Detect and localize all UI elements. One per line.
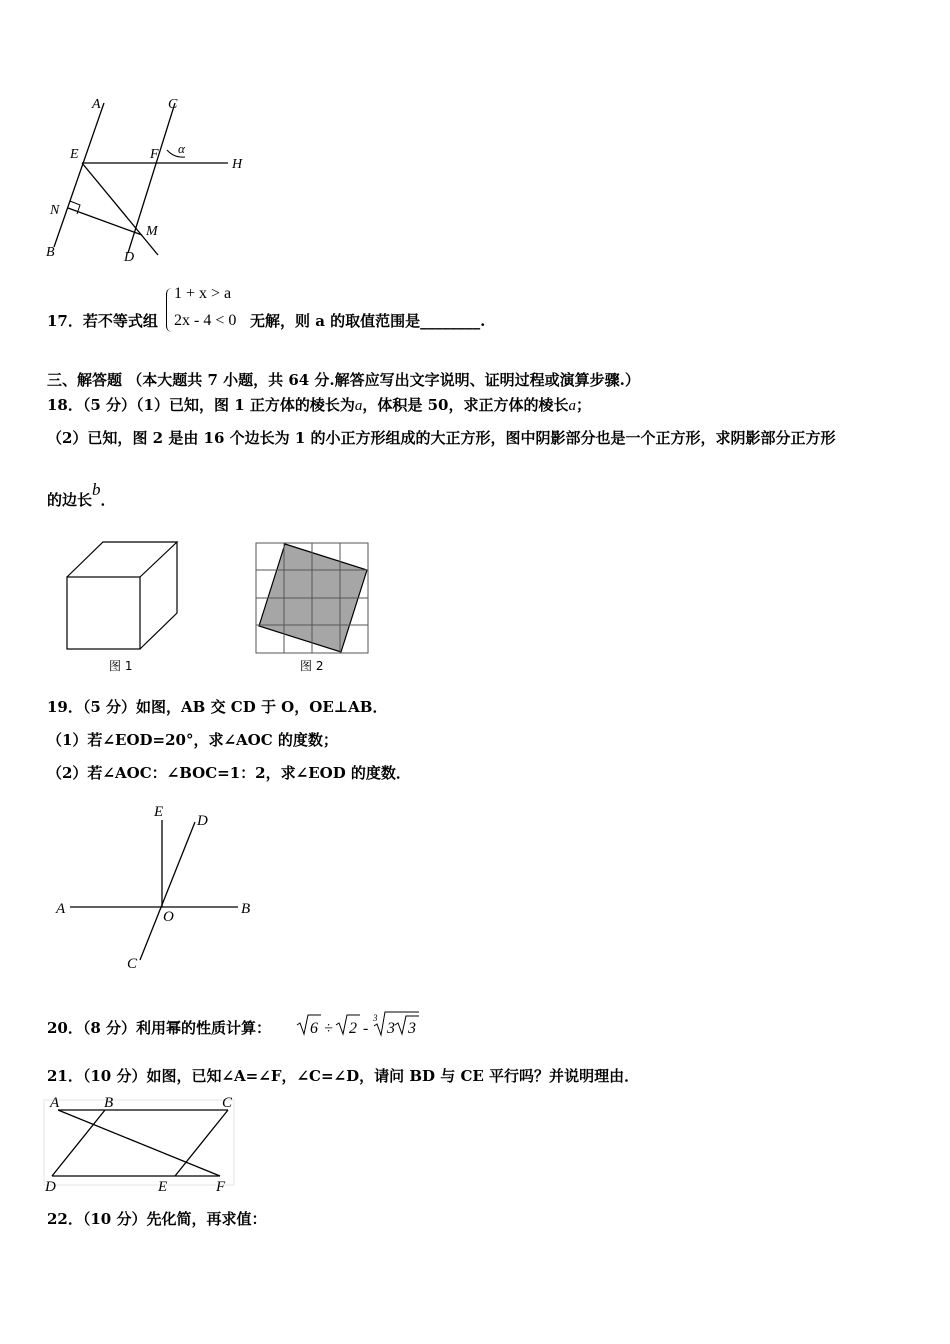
label-b: B [46,245,55,260]
label-h: H [232,157,243,172]
label-f: F [150,147,159,162]
label-d: D [197,813,208,829]
label-d: D [124,250,135,265]
label-f: F [216,1179,226,1195]
q18-line-3 [47,480,116,510]
label-b: B [241,901,251,917]
label-c: C [222,1095,233,1111]
div-sign: ÷ [324,1020,333,1037]
q19-line-3: （2）若∠AOC：∠BOC=1：2，求∠EOD 的度数． [47,764,411,782]
q17-inequality-2: 2x - 4 < 0 [174,312,237,329]
label-a: A [56,901,66,917]
figure-q21 [40,1092,240,1197]
label-e: E [154,804,164,820]
figure-q19 [50,800,270,980]
line-bd [52,1110,105,1176]
cube-side-face [140,542,177,649]
cube-top-face [67,542,177,577]
q17-inequality-1: 1 + x > a [174,285,232,302]
figure-2-grid [250,538,375,678]
q17-brace [166,288,173,332]
line-em [82,163,158,255]
fig1-caption: 图 1 [109,659,133,673]
q18-line-3a: 的边长 [47,491,93,509]
label-alpha: α [178,141,185,156]
label-n: N [50,203,60,218]
q21-text: 21．（10 分）如图，已知∠A=∠F，∠C=∠D，请问 BD 与 CE 平行吗？并说明理由． [47,1067,640,1085]
label-d: D [45,1179,56,1195]
line-cd [140,822,195,960]
minus-sign: - [363,1020,369,1037]
q18-line-1 [47,395,591,416]
fig2-caption: 图 2 [300,659,324,673]
q18-line-3b: ． [100,491,116,509]
cube-root-index: 3 [373,1013,378,1023]
line-af [58,1110,220,1176]
figure-q16 [40,95,260,270]
q18-line-2: （2）已知，图 2 是由 16 个边长为 1 的小正方形组成的大正方形，图中阴影部分也是一个正方形，求阴影部分正方形 [47,429,836,447]
label-e: E [158,1179,168,1195]
q17-end: . [480,312,486,330]
line-ce [175,1110,228,1176]
label-b: B [104,1095,114,1111]
inner-sqrt-3: 3 [408,1020,416,1037]
q17-suffix [250,311,485,331]
label-a: A [92,97,101,112]
q18-line-1c: ； [575,396,591,414]
q20-text: 20．（8 分）利用幂的性质计算： [47,1019,272,1037]
q17-blank: ________ [420,312,481,330]
label-c: C [127,956,138,972]
q19-line-1: 19．（5 分）如图，AB 交 CD 于 O，OE⊥AB． [47,698,388,716]
sqrt-2: 2 [349,1020,357,1037]
q17-prefix: 17．若不等式组 [47,312,158,330]
q18-line-1a: 18．（5 分）（1）已知，图 1 正方体的棱长为 [47,396,355,414]
cube-front-face [67,577,140,649]
q20-expression [295,1008,430,1040]
figure-1-cube [60,538,190,678]
section-3-title: 三、解答题 （本大题共 7 小题，共 64 分.解答应写出文字说明、证明过程或演算步骤.） [47,371,640,389]
label-c: C [168,97,178,112]
q17-suffix-text: 无解，则 a 的取值范围是 [250,312,421,330]
label-e: E [70,147,79,162]
line-ab [54,103,104,247]
var-b: b [92,480,101,499]
q18-line-1b: ，体积是 50，求正方体的棱长 [362,396,569,414]
label-m: M [146,224,158,239]
label-a: A [50,1095,60,1111]
var-a-2: a [568,398,576,414]
sqrt-6: 6 [310,1020,318,1037]
inner-3: 3 [387,1020,395,1037]
label-o: O [163,909,174,925]
q22-text: 22．（10 分）先化简，再求值： [47,1210,267,1228]
var-a: a [354,398,363,414]
q19-line-2: （1）若∠EOD=20°，求∠AOC 的度数； [47,731,338,749]
